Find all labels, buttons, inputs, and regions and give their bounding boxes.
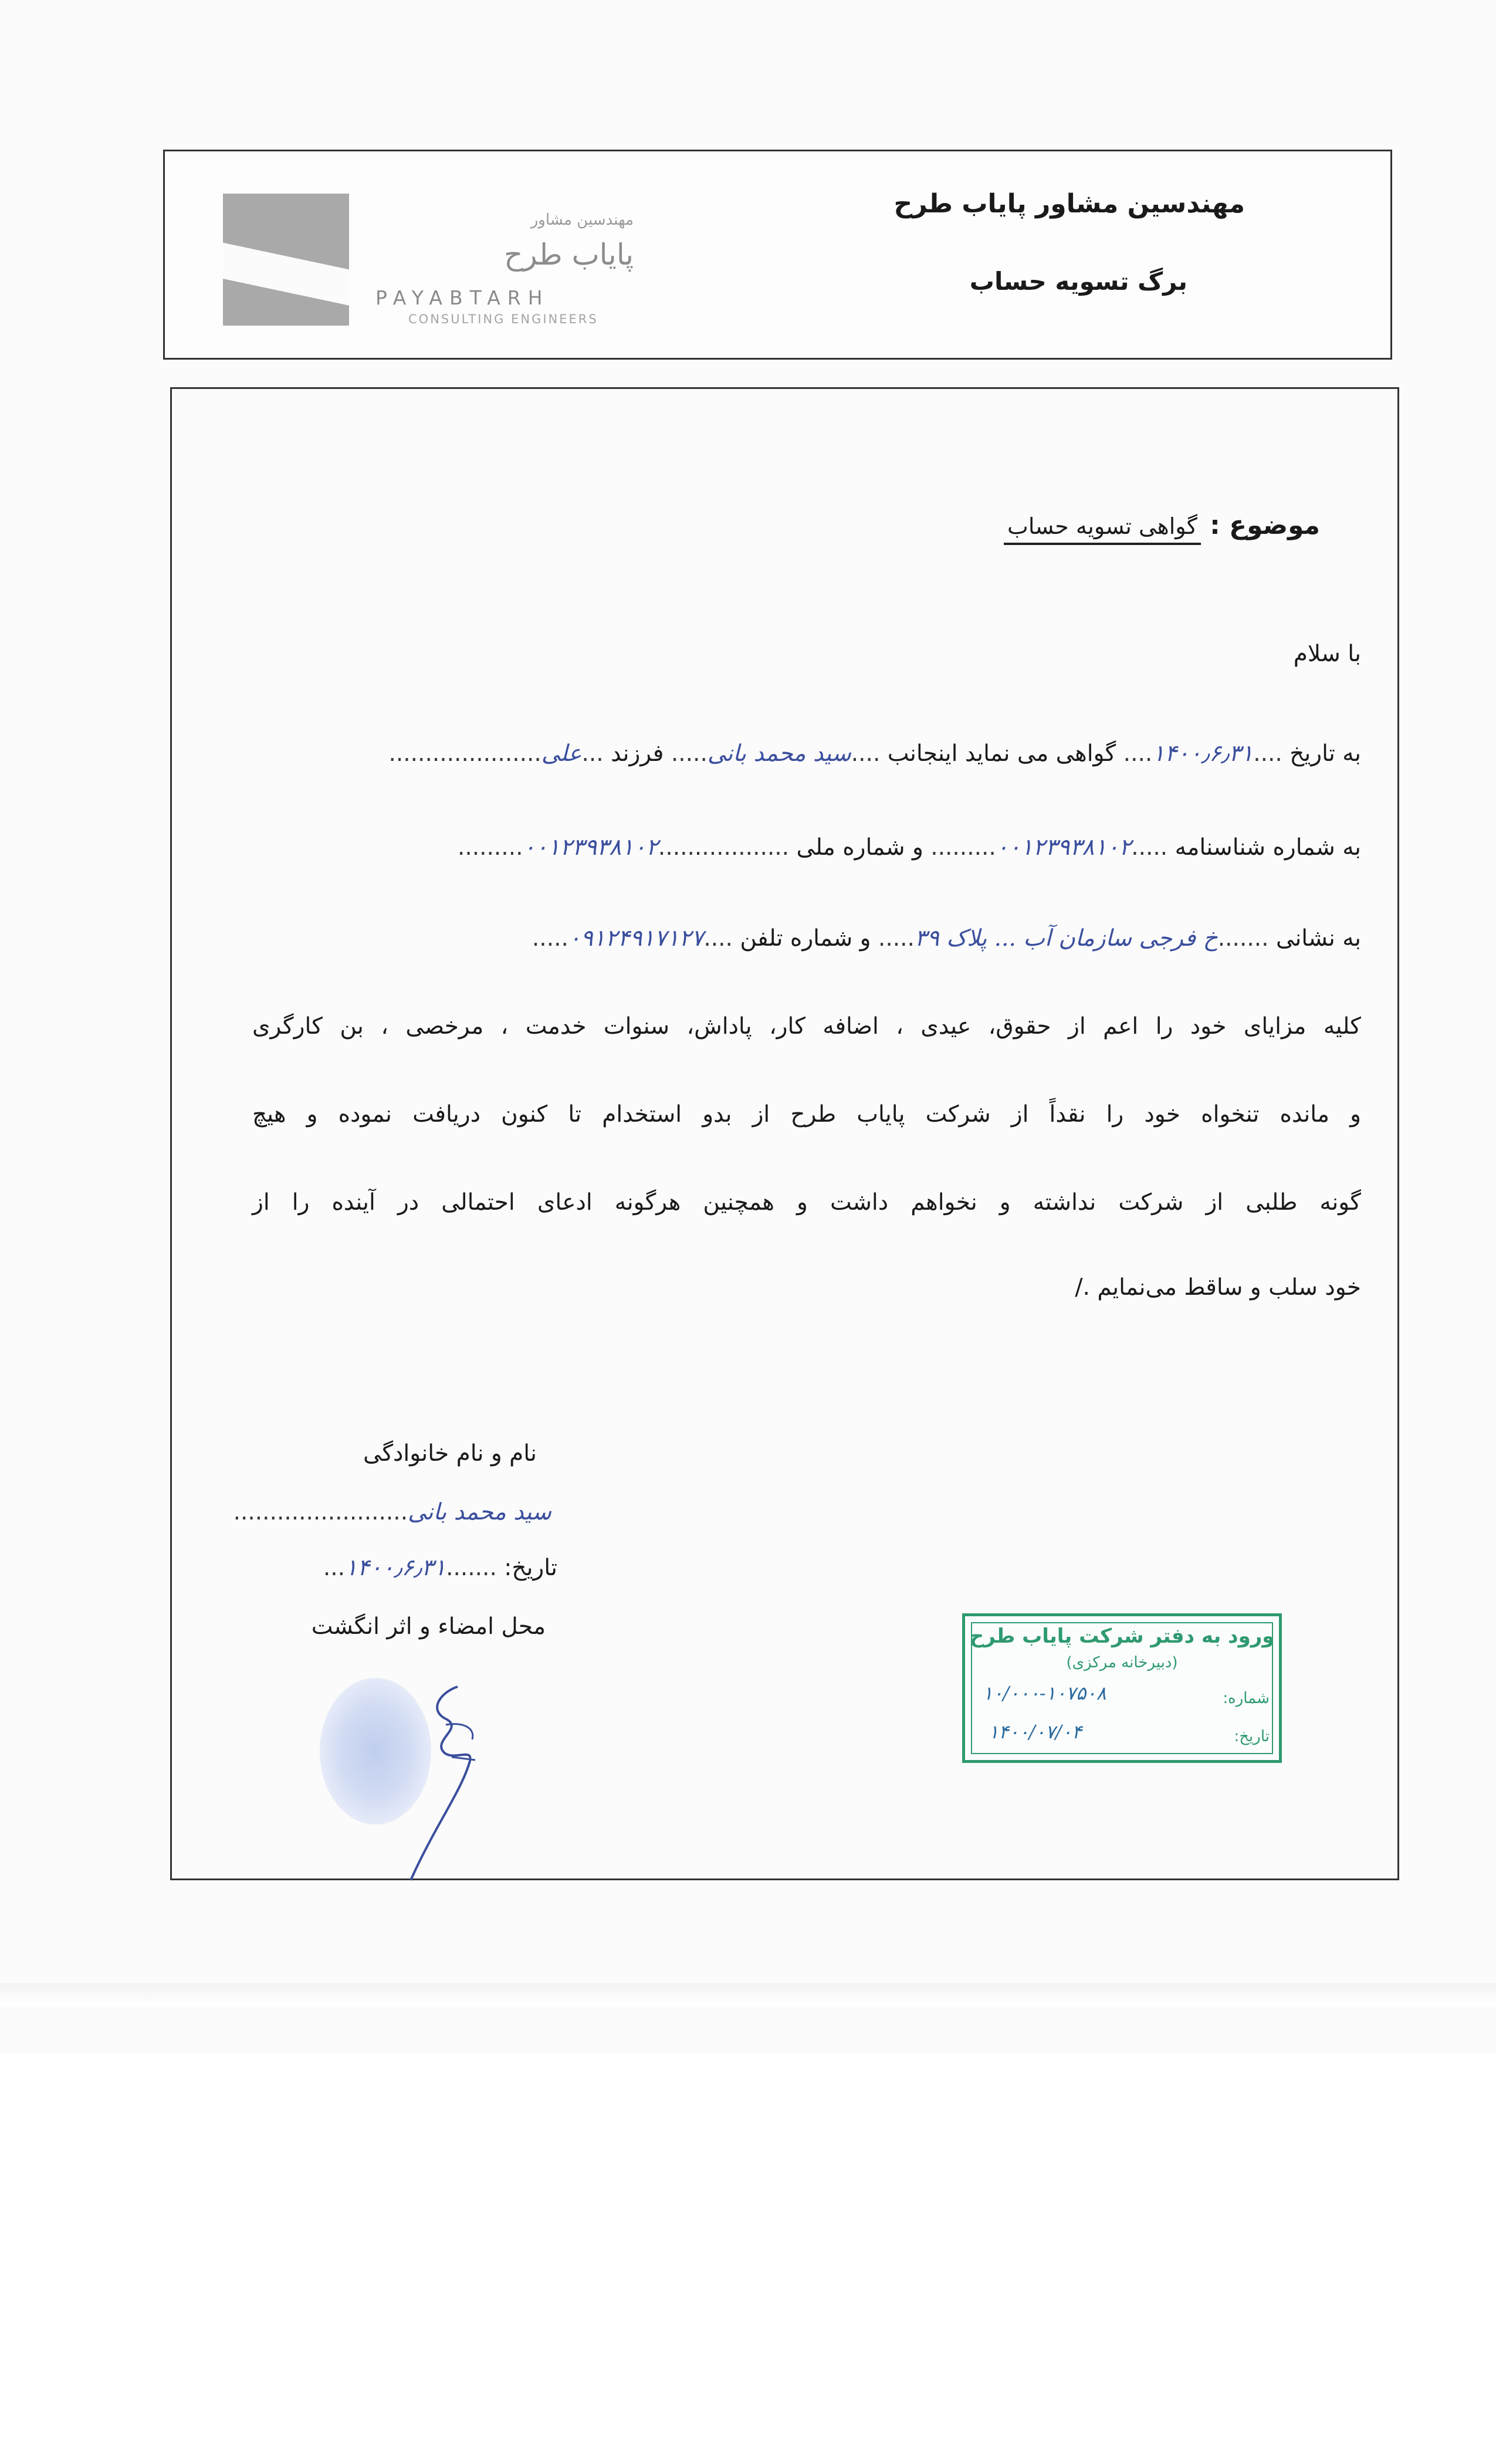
paragraph-line: و مانده تنخواه خود را نقداً از شرکت پایاب طرح از بدو استخدام تا کنون دریافت نموده و هیچ [252, 1101, 1361, 1128]
dotted-leader: ... [323, 1555, 346, 1581]
sign-label: محل امضاء و اثر انگشت [311, 1613, 546, 1640]
stamp-number-label: شماره: [1223, 1690, 1270, 1707]
dotted-leader: .................. [658, 834, 790, 861]
dotted-leader: ....... [446, 1555, 497, 1581]
company-name: مهندسین مشاور پایاب طرح [893, 189, 1245, 219]
dotted-leader: ......... [457, 834, 523, 861]
id-number-label: به شماره شناسنامه [1175, 834, 1361, 861]
logo-subtitle-fa: مهندسین مشاور [530, 211, 634, 229]
handwritten-date: ۱۴۰۰٫۶٫۳۱ [1152, 740, 1254, 767]
address-label: به نشانی [1275, 925, 1361, 952]
handwritten-id-number: ۰۰۱۲۳۹۳۸۱۰۲ [996, 834, 1132, 861]
dotted-leader: .... [1253, 740, 1282, 767]
signer-date-label: تاریخ: [504, 1555, 557, 1581]
handwritten-signer-date: ۱۴۰۰٫۶٫۳۱ [345, 1555, 446, 1581]
stamp-date-value: ۱۴۰۰/۰۷/۰۴ [989, 1721, 1082, 1743]
dotted-leader: .... [703, 925, 733, 952]
dotted-leader: ......... [930, 834, 996, 861]
registration-stamp [962, 1613, 1282, 1763]
national-id-label: و شماره ملی [796, 834, 923, 861]
dotted-leader: .... [851, 740, 881, 767]
dotted-leader: ..... [671, 740, 708, 767]
form-title: برگ تسویه حساب [969, 267, 1187, 296]
handwritten-name: سید محمد بانی [707, 740, 851, 767]
letter-line-address-phone [252, 921, 1361, 956]
handwritten-phone: ۰۹۱۲۴۹۱۷۱۲۷ [568, 925, 704, 952]
letter-line-id-numbers [252, 830, 1361, 865]
handwritten-national-id: ۰۰۱۲۳۹۳۸۱۰۲ [523, 834, 658, 861]
name-label: نام و نام خانوادگی [363, 1440, 537, 1467]
logo-subtitle-en: CONSULTING ENGINEERS [408, 312, 598, 326]
stamp-title: ورود به دفتر شرکت پایاب طرح [969, 1624, 1275, 1648]
subject-label: موضوع : [1210, 510, 1320, 540]
stamp-date-label: تاریخ: [1234, 1728, 1270, 1745]
phone-label: و شماره تلفن [740, 925, 871, 952]
name-field [233, 1499, 551, 1525]
certify-text: گواهی می نماید اینجانب [887, 740, 1116, 767]
dotted-leader: ... [581, 740, 604, 767]
company-logo-icon [223, 194, 349, 326]
logo-name-fa: پایاب طرح [504, 238, 634, 272]
stamp-subtitle: (دبیرخانه مرکزی) [1066, 1654, 1178, 1671]
dotted-leader: ....... [1217, 925, 1269, 952]
paragraph-line: کلیه مزایای خود را اعم از حقوق، عیدی ، اضافه کار، پاداش، سنوات خدمت ، مرخصی ، بن کارگری [252, 1013, 1361, 1040]
subject-value: گواهی تسویه حساب [1004, 513, 1201, 545]
handwritten-address: خ فرجی سازمان آب ... پلاک ۳۹ [914, 925, 1218, 952]
paragraph-line: خود سلب و ساقط می‌نمایم ./ [1075, 1274, 1361, 1301]
dotted-leader: ..... [878, 925, 915, 952]
handwritten-signer-name: سید محمد بانی [408, 1499, 551, 1525]
dotted-leader: ..................... [388, 740, 541, 767]
subject-row [939, 510, 1320, 557]
letter-line-date-name [252, 736, 1361, 771]
child-of-label: فرزند [611, 740, 664, 767]
dotted-leader: ........................ [233, 1499, 408, 1525]
scan-edge [0, 1983, 1496, 2006]
handwritten-father-name: علی [541, 740, 582, 767]
date-label: به تاریخ [1289, 740, 1361, 767]
greeting: با سلام [1293, 641, 1361, 667]
dotted-leader: .... [1123, 740, 1153, 767]
stamp-number-value: ۱۰/۰۰۰-۱۰۷۵۰۸ [983, 1682, 1106, 1704]
signer-date-field [246, 1555, 557, 1581]
paragraph-line: گونه طلبی از شرکت نداشته و نخواهم داشت و همچنین هرگونه ادعای احتمالی در آینده را از [252, 1189, 1361, 1216]
signature-icon [387, 1675, 505, 1886]
logo-name-en: PAYABTARH [375, 286, 550, 309]
dotted-leader: ..... [1131, 834, 1168, 861]
dotted-leader: ..... [532, 925, 568, 952]
